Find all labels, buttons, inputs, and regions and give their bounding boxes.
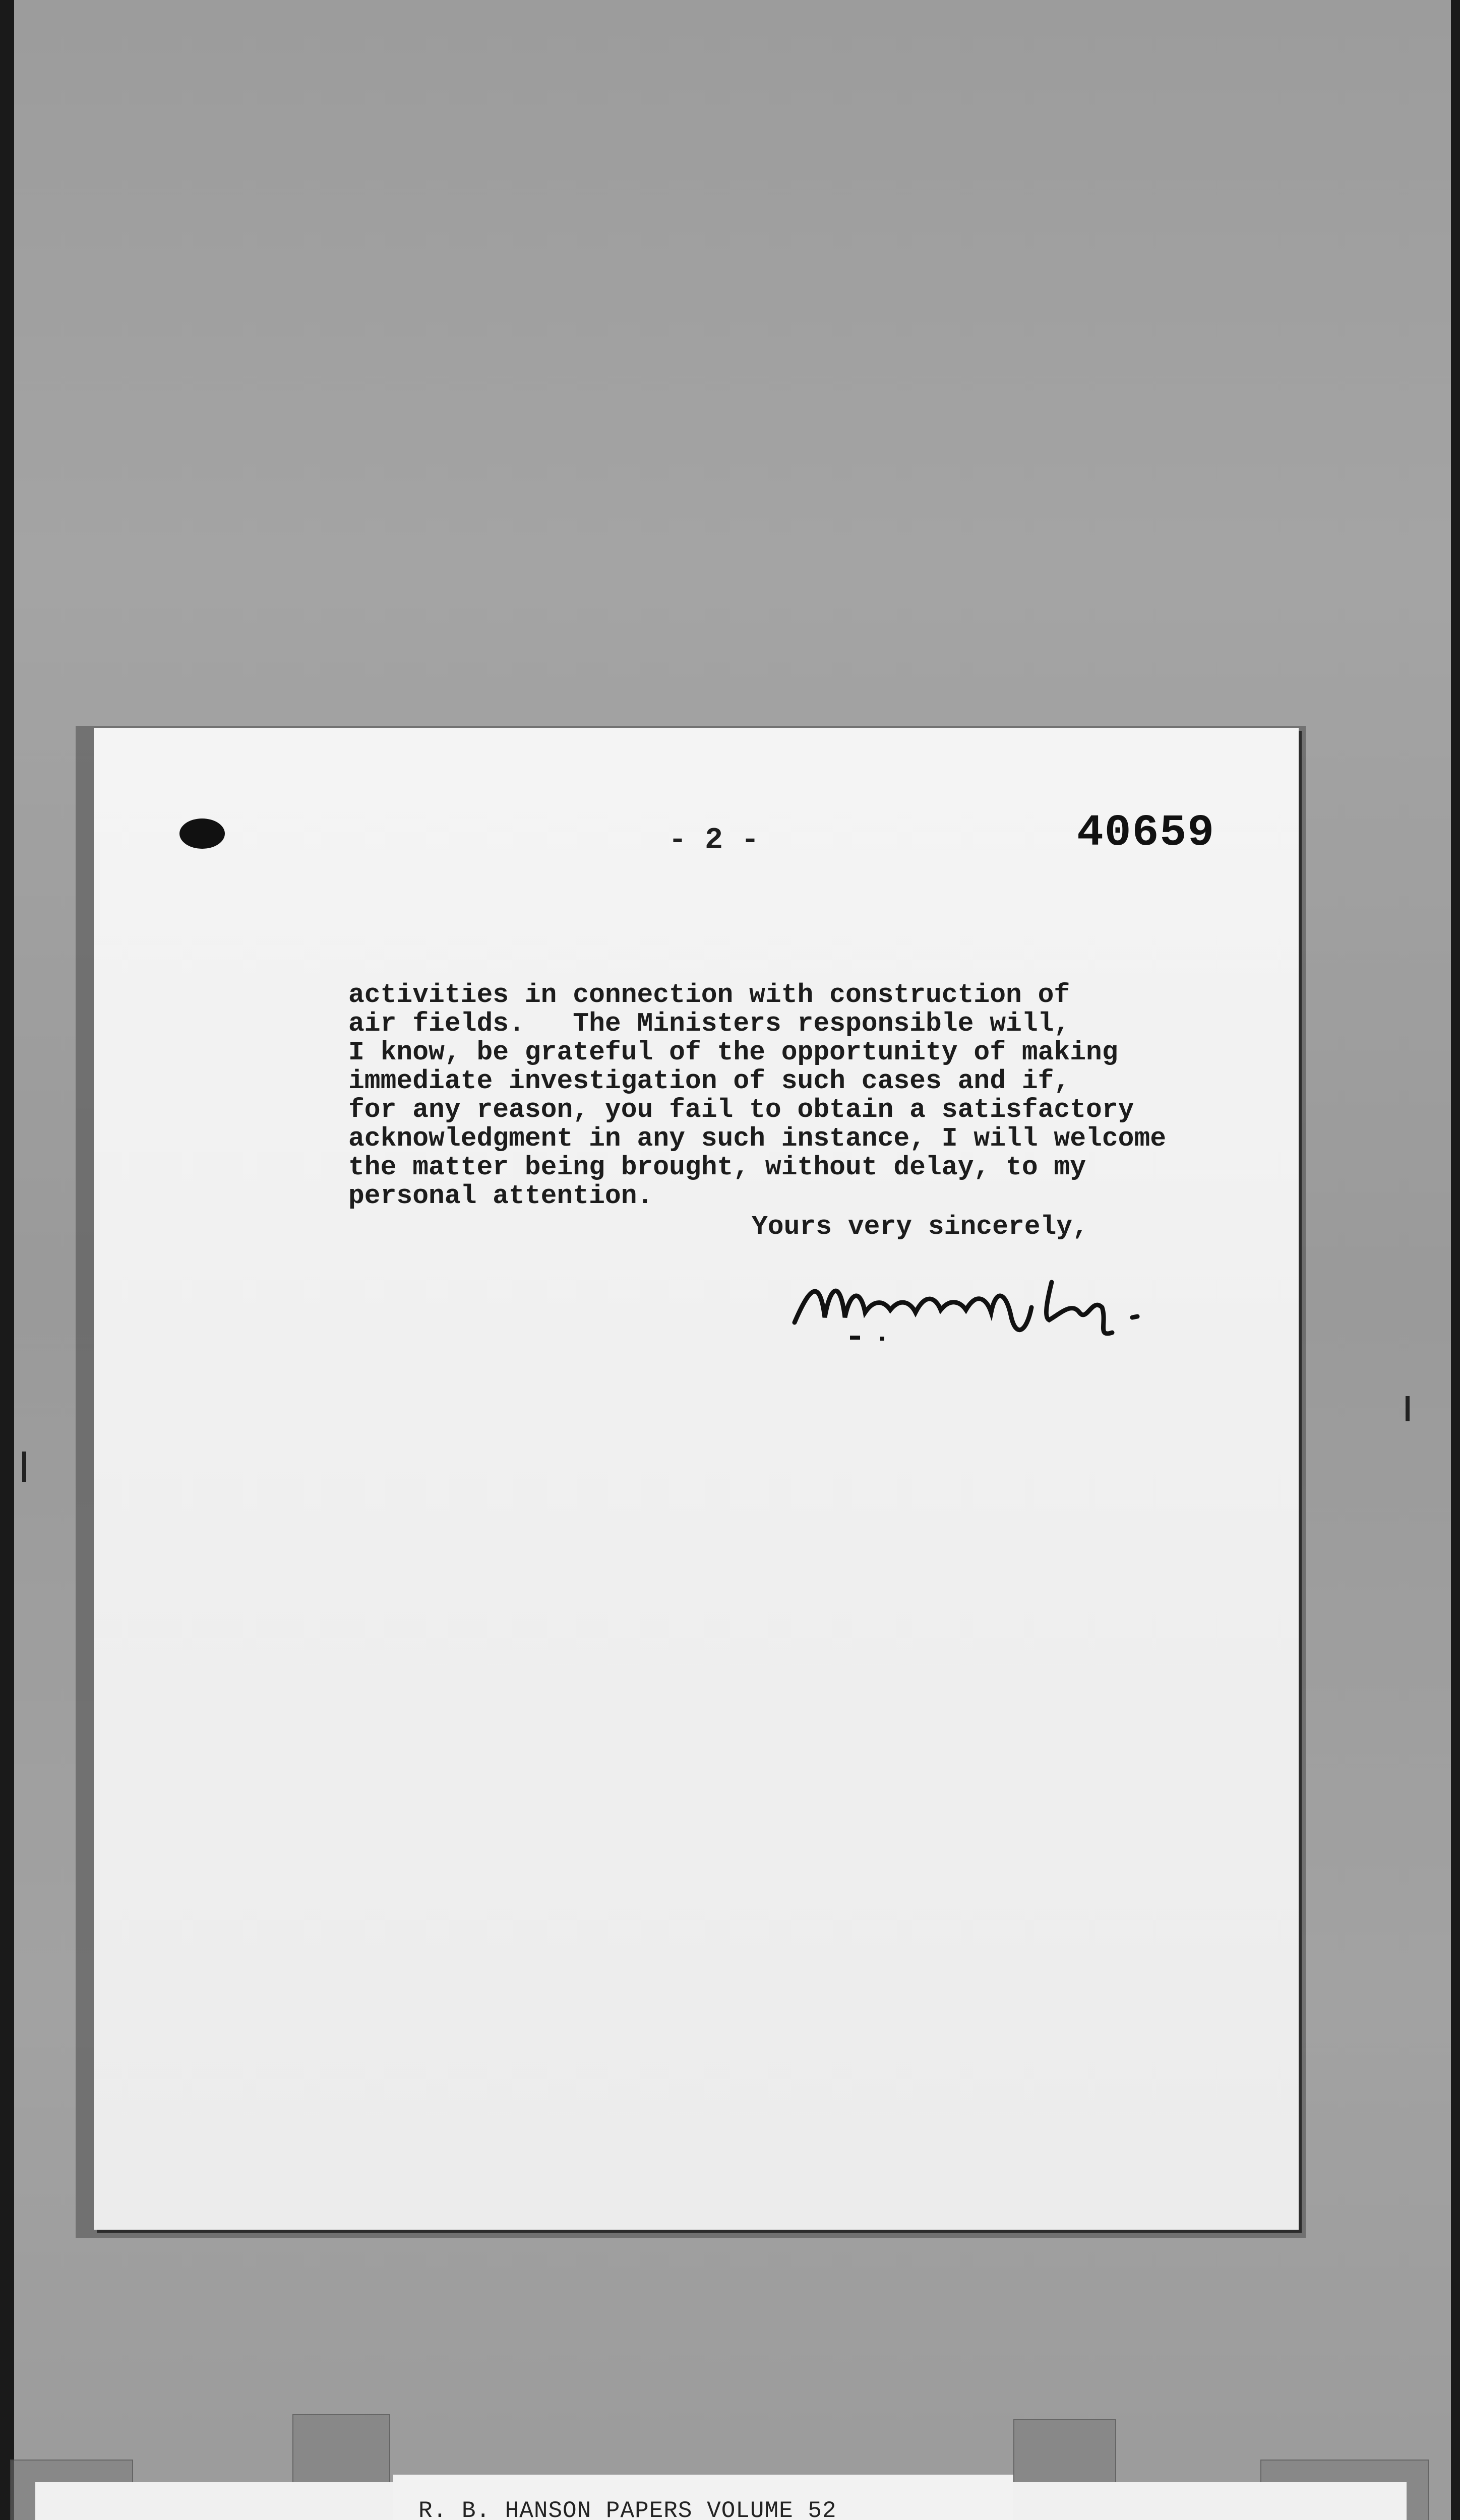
scan-mark — [22, 1452, 26, 1482]
signature — [789, 1257, 1193, 1343]
scan-mark — [1406, 1396, 1410, 1421]
letter-body — [348, 981, 1306, 1211]
body-line: activities in connection with construction of — [348, 980, 1070, 1010]
punch-hole — [179, 818, 225, 849]
body-line: acknowledgment in any such instance, I will welcome — [348, 1123, 1167, 1154]
volume-tab — [393, 2475, 1013, 2520]
document-number: 40659 — [1077, 808, 1215, 858]
body-line: the matter being brought, without delay, to my — [348, 1152, 1086, 1182]
page-number: - 2 - — [668, 824, 760, 858]
volume-tab-text: R. B. HANSON PAPERS VOLUME 52 — [418, 2498, 837, 2520]
body-line: air fields. The Ministers responsible will, — [348, 1009, 1070, 1039]
body-line: personal attention. — [348, 1181, 653, 1211]
body-line: I know, be grateful of the opportunity of making — [348, 1037, 1118, 1067]
closing: Yours very sincerely, — [752, 1212, 1088, 1242]
film-edge-left — [0, 0, 14, 2520]
body-line: for any reason, you fail to obtain a satisfactory — [348, 1095, 1134, 1125]
body-line: immediate investigation of such cases and if, — [348, 1066, 1070, 1096]
letter-page — [94, 728, 1299, 2230]
film-edge-right — [1451, 0, 1460, 2520]
